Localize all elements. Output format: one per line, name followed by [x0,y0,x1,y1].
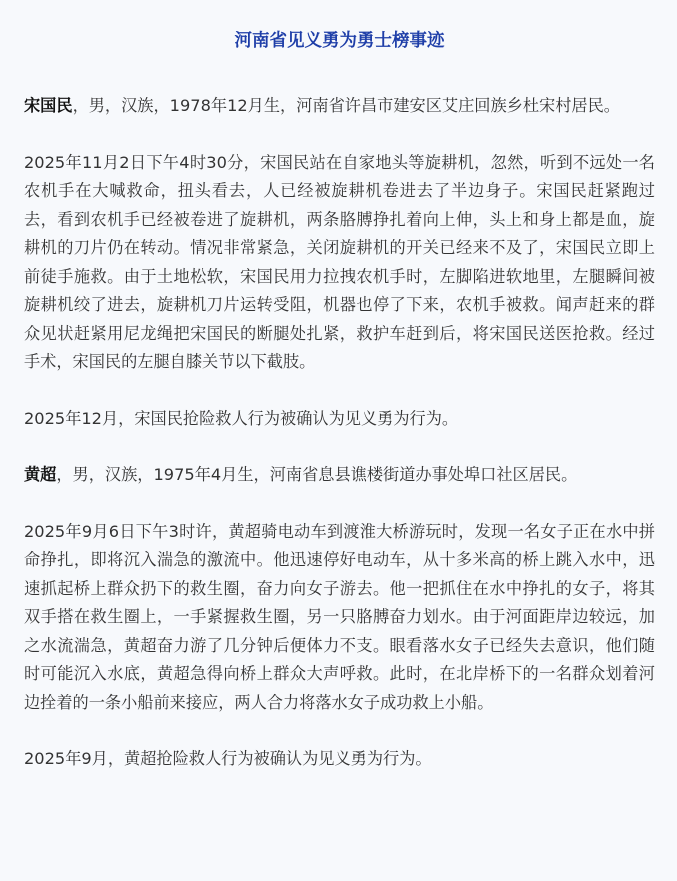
hero1-bio: ，男，汉族，1978年12月生，河南省许昌市建安区艾庄回族乡杜宋村居民。 [72,96,620,115]
hero2-name: 黄超 [24,465,57,484]
hero1-result: 2025年12月，宋国民抢险救人行为被确认为见义勇为行为。 [24,408,459,428]
hero2-result: 2025年9月，黄超抢险救人行为被确认为见义勇为行为。 [24,749,432,768]
hero2-bio-paragraph [24,461,655,490]
hero2-story: 2025年9月6日下午3时许，黄超骑电动车到渡淮大桥游玩时，发现一名女子正在水中拼命挣扎，即将沉入湍急的激流中。他迅速停好电动车，从十多米高的桥上跳入水中，迅速抓起桥上群众扔下的救生圈，奋力向女子游去。他一把抓住在水中挣扎的女子，将其双手搭在救生圈上，一手紧握救生圈，另一只胳膊奋力划水。由于河面距岸边较远，加之水流湍急，黄超奋力游了几分钟后便体力不支。眼看落水女子已经失去意识，他们随时可能沉入水底，黄超急得向桥上群众大声呼救。此时，在北岸桥下的一名群众划着河边拴着的一条小船前来接应，两人合力将落水女子成功救上小船。 [24,521,655,712]
hero1-bio-paragraph [24,92,655,121]
hero2-bio: ，男，汉族，1975年4月生，河南省息县谯楼街道办事处埠口社区居民。 [56,465,578,484]
hero1-story: 2025年11月2日下午4时30分，宋国民站在自家地头等旋耕机，忽然，听到不远处一名农机手在大喊救命，扭头看去，人已经被旋耕机卷进去了半边身子。宋国民赶紧跑过去，看到农机手已经被卷进了旋耕机，两条胳膊挣扎着向上伸，头上和身上都是血，旋耕机的刀片仍在转动。情况非常紧急，关闭旋耕机的开关已经来不及了，宋国民立即上前徒手施救。由于土地松软，宋国民用力拉拽农机手时，左脚陷进软地里，左腿瞬间被旋耕机绞了进去，旋耕机刀片运转受阻，机器也停了下来，农机手被救。闻声赶来的群众见状赶紧用尼龙绳把宋国民的断腿处扎紧，救护车赶到后，将宋国民送医抢救。经过手术，宋国民的左腿自膝关节以下截肢。 [24,152,655,371]
hero1-name: 宋国民 [24,96,73,115]
article-title: 河南省见义勇为勇士榜事迹 [234,31,445,51]
